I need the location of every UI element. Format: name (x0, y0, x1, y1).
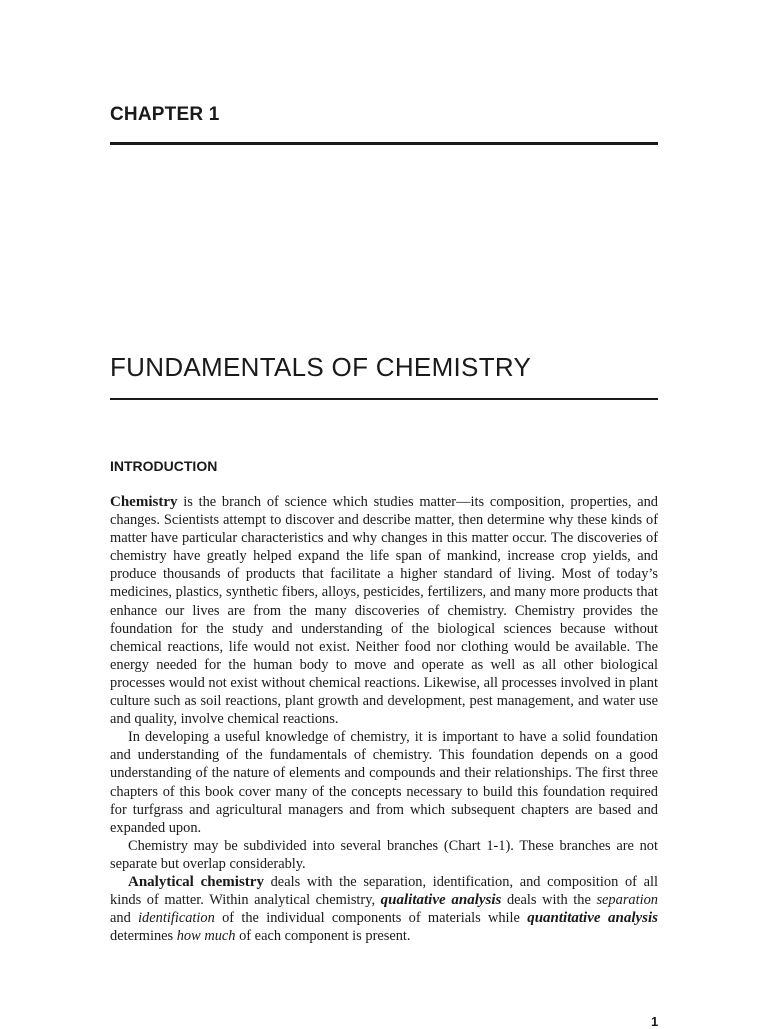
paragraph-2: In developing a useful knowledge of chemistry, it is important to have a solid foundation and understanding of the fundamentals of chemistry. This foundation depends on a good understanding of the nature of elements and compounds and their relationships. The first three chapters of this book cover many of the concepts necessary to build this foundation required for turfgrass and agricultural managers and from which subsequent chapters are based and expanded upon. (110, 729, 658, 836)
emphasis-how-much: how much (176, 928, 236, 945)
paragraph-1 (110, 493, 658, 728)
paragraph-4-text: deals with the (501, 892, 597, 909)
term-quantitative-analysis: quantitative analysis (527, 910, 658, 927)
paragraph-4-text: and (110, 910, 139, 927)
chapter-label: CHAPTER 1 (110, 104, 220, 125)
chapter-title: FUNDAMENTALS OF CHEMISTRY (110, 352, 532, 382)
term-chemistry: Chemistry (110, 494, 178, 510)
paragraph-4 (110, 873, 658, 945)
paragraph-3: Chemistry may be subdivided into several branches (Chart 1-1). These branches are not separate but overlap considerably. (110, 837, 658, 872)
term-analytical-chemistry: Analytical chemistry (128, 873, 264, 890)
emphasis-separation: separation (596, 892, 658, 909)
paragraph-4-text: of the individual components of materials while (214, 910, 528, 927)
title-rule (110, 398, 658, 400)
section-heading: INTRODUCTION (110, 458, 218, 474)
paragraph-1-text: is the branch of science which studies matter—its composition, properties, and changes. Scientists attempt to discover and describe matter, then determine why these kinds of matter have particular characteristics and why changes in this matter occur. The discoveries of chemistry have greatly helped expand the life span of mankind, increase crop yields, and produce thousands of products that facilitate a higher standard of living. Most of today’s medicines, plastics, synthetic fibers, alloys, pesticides, fertilizers, and many more products that enhance our lives are from the many discoveries of chemistry. Chemistry provides the foundation for the study and understanding of the biological sciences because without chemical reactions, life would not exist. Neither food nor clothing would be available. The energy needed for the human body to move and operate as well as all other biological processes would not exist without chemical reactions. Likewise, all processes involved in plant culture such as soil reactions, plant growth and development, pest management, and water use and quality, involve chemical reactions. (110, 494, 658, 728)
page-number: 1 (651, 1014, 659, 1029)
paragraph-4-text: determines (110, 928, 177, 945)
term-qualitative-analysis: qualitative analysis (380, 892, 502, 909)
paragraph-4-text: deals with the separation, identification, and composition of all kinds of matter. Within analytical chemistry, (110, 873, 658, 909)
emphasis-identification: identification (138, 910, 215, 927)
paragraph-4-text: of each component is present. (235, 928, 411, 945)
chapter-rule (110, 142, 658, 145)
body-text (110, 493, 658, 945)
